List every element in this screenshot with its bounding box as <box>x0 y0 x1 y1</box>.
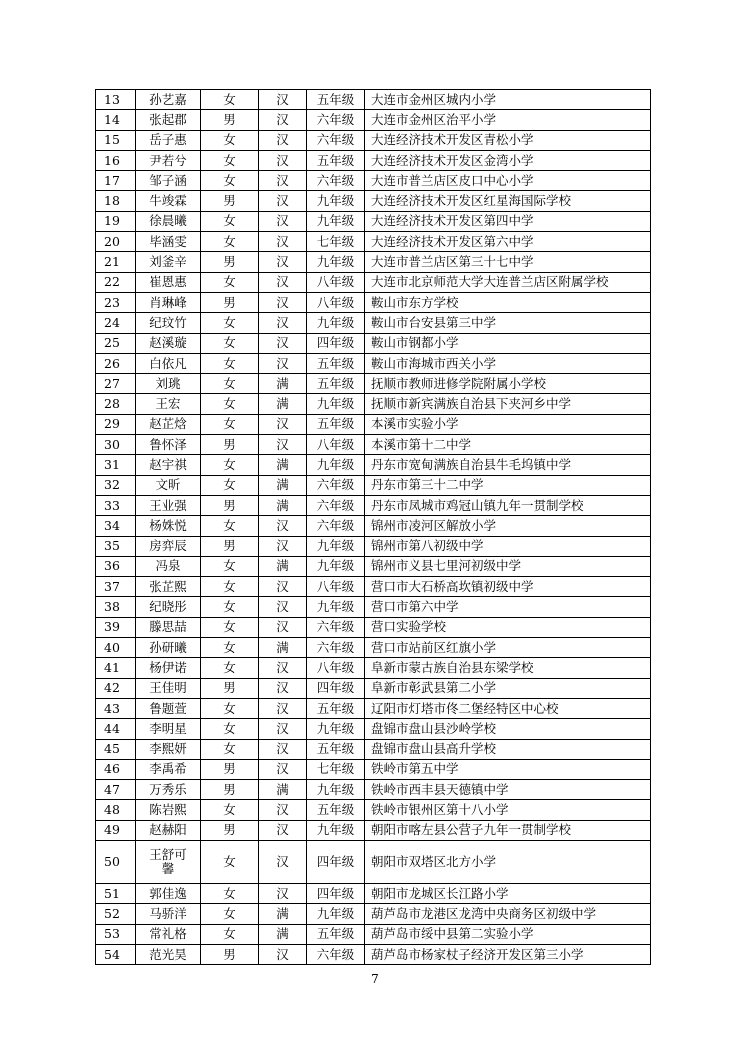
table-row <box>96 597 651 617</box>
cell-number: 53 <box>96 924 136 944</box>
cell-school: 大连经济技术开发区青松小学 <box>365 130 651 150</box>
cell-school: 鞍山市东方学校 <box>365 292 651 312</box>
cell-school: 营口市站前区红旗小学 <box>365 638 651 658</box>
cell-number: 14 <box>96 110 136 130</box>
cell-gender: 男 <box>201 292 259 312</box>
cell-grade: 五年级 <box>307 353 365 373</box>
cell-name: 李熙妍 <box>136 739 201 759</box>
cell-number: 48 <box>96 800 136 820</box>
cell-name: 赵芷焓 <box>136 414 201 434</box>
cell-grade: 六年级 <box>307 171 365 191</box>
cell-grade: 四年级 <box>307 678 365 698</box>
cell-name: 纪晓彤 <box>136 597 201 617</box>
cell-number: 16 <box>96 150 136 170</box>
table-row <box>96 414 651 434</box>
cell-school: 葫芦岛市绥中县第二实验小学 <box>365 924 651 944</box>
cell-school: 鞍山市台安县第三中学 <box>365 313 651 333</box>
cell-gender: 女 <box>201 171 259 191</box>
cell-number: 44 <box>96 719 136 739</box>
cell-school: 鞍山市海城市西关小学 <box>365 353 651 373</box>
cell-grade: 七年级 <box>307 759 365 779</box>
cell-name: 赵溪璇 <box>136 333 201 353</box>
cell-name: 毕涵雯 <box>136 232 201 252</box>
cell-grade: 九年级 <box>307 556 365 576</box>
cell-school: 盘锦市盘山县沙岭学校 <box>365 719 651 739</box>
cell-ethnicity: 汉 <box>259 211 307 231</box>
cell-ethnicity: 汉 <box>259 739 307 759</box>
cell-school: 本溪市第十二中学 <box>365 435 651 455</box>
cell-number: 19 <box>96 211 136 231</box>
cell-grade: 五年级 <box>307 90 365 110</box>
cell-gender: 女 <box>201 800 259 820</box>
cell-gender: 女 <box>201 840 259 883</box>
cell-gender: 女 <box>201 475 259 495</box>
cell-name: 李明星 <box>136 719 201 739</box>
cell-name: 陈岩熙 <box>136 800 201 820</box>
table-row <box>96 150 651 170</box>
cell-name: 邹子涵 <box>136 171 201 191</box>
cell-number: 36 <box>96 556 136 576</box>
cell-name: 徐晨曦 <box>136 211 201 231</box>
cell-school: 阜新市蒙古族自治县东梁学校 <box>365 658 651 678</box>
student-roster-table <box>95 89 651 965</box>
table-row <box>96 739 651 759</box>
table-row <box>96 475 651 495</box>
cell-number: 37 <box>96 577 136 597</box>
table-row <box>96 516 651 536</box>
cell-ethnicity: 汉 <box>259 698 307 718</box>
cell-school: 大连市北京师范大学大连普兰店区附属学校 <box>365 272 651 292</box>
cell-grade: 五年级 <box>307 800 365 820</box>
table-row <box>96 658 651 678</box>
cell-ethnicity: 汉 <box>259 90 307 110</box>
table-row <box>96 110 651 130</box>
cell-grade: 五年级 <box>307 924 365 944</box>
cell-grade: 四年级 <box>307 333 365 353</box>
cell-number: 29 <box>96 414 136 434</box>
cell-ethnicity: 汉 <box>259 272 307 292</box>
table-row <box>96 292 651 312</box>
table-row <box>96 698 651 718</box>
cell-number: 52 <box>96 904 136 924</box>
table-row <box>96 495 651 515</box>
cell-name: 张芷熙 <box>136 577 201 597</box>
cell-grade: 八年级 <box>307 577 365 597</box>
cell-ethnicity: 汉 <box>259 353 307 373</box>
cell-ethnicity: 汉 <box>259 130 307 150</box>
cell-name: 杨姝悦 <box>136 516 201 536</box>
cell-school: 锦州市义县七里河初级中学 <box>365 556 651 576</box>
cell-school: 大连市金州区治平小学 <box>365 110 651 130</box>
table-row <box>96 759 651 779</box>
cell-ethnicity: 汉 <box>259 150 307 170</box>
cell-ethnicity: 汉 <box>259 617 307 637</box>
table-row <box>96 171 651 191</box>
cell-gender: 男 <box>201 191 259 211</box>
cell-school: 葫芦岛市杨家杖子经济开发区第三小学 <box>365 944 651 964</box>
cell-number: 35 <box>96 536 136 556</box>
cell-ethnicity: 汉 <box>259 597 307 617</box>
cell-gender: 女 <box>201 719 259 739</box>
cell-gender: 女 <box>201 211 259 231</box>
cell-ethnicity: 满 <box>259 394 307 414</box>
cell-ethnicity: 满 <box>259 455 307 475</box>
cell-ethnicity: 满 <box>259 374 307 394</box>
cell-grade: 五年级 <box>307 739 365 759</box>
cell-number: 20 <box>96 232 136 252</box>
cell-school: 朝阳市龙城区长江路小学 <box>365 883 651 903</box>
cell-grade: 五年级 <box>307 698 365 718</box>
cell-name: 王舒可 馨 <box>136 840 201 883</box>
cell-number: 27 <box>96 374 136 394</box>
cell-number: 15 <box>96 130 136 150</box>
cell-ethnicity: 满 <box>259 780 307 800</box>
cell-number: 24 <box>96 313 136 333</box>
cell-ethnicity: 汉 <box>259 232 307 252</box>
cell-grade: 八年级 <box>307 658 365 678</box>
roster-body <box>96 90 651 965</box>
cell-school: 大连经济技术开发区第四中学 <box>365 211 651 231</box>
cell-gender: 女 <box>201 455 259 475</box>
cell-ethnicity: 汉 <box>259 516 307 536</box>
cell-number: 21 <box>96 252 136 272</box>
cell-ethnicity: 满 <box>259 924 307 944</box>
cell-school: 锦州市凌河区解放小学 <box>365 516 651 536</box>
cell-school: 抚顺市新宾满族自治县下夹河乡中学 <box>365 394 651 414</box>
cell-ethnicity: 满 <box>259 475 307 495</box>
cell-name: 牛竣霖 <box>136 191 201 211</box>
cell-school: 抚顺市教师进修学院附属小学校 <box>365 374 651 394</box>
cell-gender: 男 <box>201 678 259 698</box>
cell-name: 常礼格 <box>136 924 201 944</box>
cell-number: 43 <box>96 698 136 718</box>
cell-gender: 女 <box>201 374 259 394</box>
cell-ethnicity: 汉 <box>259 536 307 556</box>
cell-number: 51 <box>96 883 136 903</box>
cell-name: 李禹希 <box>136 759 201 779</box>
cell-gender: 男 <box>201 820 259 840</box>
cell-number: 32 <box>96 475 136 495</box>
cell-gender: 女 <box>201 577 259 597</box>
cell-number: 26 <box>96 353 136 373</box>
cell-ethnicity: 汉 <box>259 800 307 820</box>
cell-name: 刘釜辛 <box>136 252 201 272</box>
cell-ethnicity: 满 <box>259 556 307 576</box>
table-row <box>96 394 651 414</box>
table-row <box>96 719 651 739</box>
cell-grade: 九年级 <box>307 455 365 475</box>
cell-ethnicity: 汉 <box>259 658 307 678</box>
cell-school: 本溪市实验小学 <box>365 414 651 434</box>
cell-school: 大连经济技术开发区第六中学 <box>365 232 651 252</box>
cell-name: 滕思喆 <box>136 617 201 637</box>
cell-gender: 女 <box>201 516 259 536</box>
cell-name: 孙研曦 <box>136 638 201 658</box>
table-row <box>96 944 651 964</box>
table-row <box>96 455 651 475</box>
cell-number: 49 <box>96 820 136 840</box>
cell-gender: 女 <box>201 739 259 759</box>
cell-school: 营口市大石桥高坎镇初级中学 <box>365 577 651 597</box>
cell-grade: 九年级 <box>307 719 365 739</box>
cell-school: 辽阳市灯塔市佟二堡经特区中心校 <box>365 698 651 718</box>
cell-grade: 九年级 <box>307 536 365 556</box>
table-row <box>96 90 651 110</box>
cell-name: 王宏 <box>136 394 201 414</box>
table-row <box>96 191 651 211</box>
cell-ethnicity: 满 <box>259 638 307 658</box>
cell-school: 朝阳市双塔区北方小学 <box>365 840 651 883</box>
cell-name: 马骄洋 <box>136 904 201 924</box>
cell-name: 岳子惠 <box>136 130 201 150</box>
cell-grade: 六年级 <box>307 617 365 637</box>
table-row <box>96 313 651 333</box>
table-row <box>96 232 651 252</box>
cell-name: 万秀乐 <box>136 780 201 800</box>
cell-school: 丹东市第三十二中学 <box>365 475 651 495</box>
cell-name: 王佳明 <box>136 678 201 698</box>
table-row <box>96 904 651 924</box>
cell-school: 丹东市宽甸满族自治县牛毛坞镇中学 <box>365 455 651 475</box>
cell-ethnicity: 汉 <box>259 435 307 455</box>
cell-number: 42 <box>96 678 136 698</box>
cell-name: 赵赫阳 <box>136 820 201 840</box>
cell-school: 营口实验学校 <box>365 617 651 637</box>
cell-number: 50 <box>96 840 136 883</box>
cell-name: 赵宇祺 <box>136 455 201 475</box>
cell-number: 38 <box>96 597 136 617</box>
cell-school: 大连市普兰店区皮口中心小学 <box>365 171 651 191</box>
cell-gender: 女 <box>201 313 259 333</box>
cell-name: 范光昊 <box>136 944 201 964</box>
cell-grade: 六年级 <box>307 495 365 515</box>
cell-gender: 女 <box>201 658 259 678</box>
cell-school: 大连市金州区城内小学 <box>365 90 651 110</box>
cell-grade: 九年级 <box>307 252 365 272</box>
cell-grade: 六年级 <box>307 944 365 964</box>
cell-name: 文昕 <box>136 475 201 495</box>
cell-gender: 女 <box>201 698 259 718</box>
cell-ethnicity: 满 <box>259 904 307 924</box>
cell-name: 王业强 <box>136 495 201 515</box>
page-number: 7 <box>371 972 379 986</box>
cell-grade: 六年级 <box>307 516 365 536</box>
table-row <box>96 883 651 903</box>
table-row <box>96 272 651 292</box>
cell-number: 18 <box>96 191 136 211</box>
cell-school: 丹东市凤城市鸡冠山镇九年一贯制学校 <box>365 495 651 515</box>
cell-name: 肖琳峰 <box>136 292 201 312</box>
cell-gender: 女 <box>201 883 259 903</box>
cell-gender: 女 <box>201 272 259 292</box>
table-row <box>96 577 651 597</box>
cell-ethnicity: 汉 <box>259 820 307 840</box>
cell-gender: 男 <box>201 435 259 455</box>
cell-number: 22 <box>96 272 136 292</box>
cell-name: 白依凡 <box>136 353 201 373</box>
cell-name: 杨伊诺 <box>136 658 201 678</box>
table-row <box>96 556 651 576</box>
cell-gender: 男 <box>201 110 259 130</box>
table-row <box>96 780 651 800</box>
cell-gender: 女 <box>201 904 259 924</box>
cell-ethnicity: 汉 <box>259 719 307 739</box>
cell-gender: 女 <box>201 90 259 110</box>
cell-ethnicity: 汉 <box>259 171 307 191</box>
cell-school: 营口市第六中学 <box>365 597 651 617</box>
cell-gender: 女 <box>201 597 259 617</box>
cell-number: 54 <box>96 944 136 964</box>
table-row <box>96 800 651 820</box>
cell-grade: 五年级 <box>307 374 365 394</box>
cell-grade: 五年级 <box>307 150 365 170</box>
cell-school: 铁岭市银州区第十八小学 <box>365 800 651 820</box>
cell-gender: 女 <box>201 556 259 576</box>
cell-name: 郭佳逸 <box>136 883 201 903</box>
cell-number: 39 <box>96 617 136 637</box>
cell-grade: 九年级 <box>307 394 365 414</box>
cell-gender: 女 <box>201 130 259 150</box>
cell-ethnicity: 汉 <box>259 110 307 130</box>
table-row <box>96 678 651 698</box>
cell-grade: 九年级 <box>307 597 365 617</box>
cell-name: 房弈辰 <box>136 536 201 556</box>
cell-name: 鲁题萱 <box>136 698 201 718</box>
cell-gender: 女 <box>201 924 259 944</box>
cell-school: 大连经济技术开发区金湾小学 <box>365 150 651 170</box>
cell-grade: 九年级 <box>307 904 365 924</box>
table-row <box>96 435 651 455</box>
table-row <box>96 374 651 394</box>
cell-gender: 男 <box>201 495 259 515</box>
cell-grade: 六年级 <box>307 475 365 495</box>
cell-grade: 八年级 <box>307 292 365 312</box>
cell-gender: 女 <box>201 617 259 637</box>
cell-number: 13 <box>96 90 136 110</box>
cell-school: 朝阳市喀左县公营子九年一贯制学校 <box>365 820 651 840</box>
cell-grade: 九年级 <box>307 820 365 840</box>
cell-ethnicity: 汉 <box>259 333 307 353</box>
cell-school: 大连经济技术开发区红星海国际学校 <box>365 191 651 211</box>
cell-gender: 女 <box>201 150 259 170</box>
cell-school: 阜新市彰武县第二小学 <box>365 678 651 698</box>
cell-ethnicity: 汉 <box>259 313 307 333</box>
cell-ethnicity: 满 <box>259 495 307 515</box>
cell-grade: 九年级 <box>307 780 365 800</box>
cell-gender: 女 <box>201 232 259 252</box>
cell-school: 盘锦市盘山县高升学校 <box>365 739 651 759</box>
cell-name: 孙艺嘉 <box>136 90 201 110</box>
table-row <box>96 211 651 231</box>
table-row <box>96 130 651 150</box>
cell-number: 25 <box>96 333 136 353</box>
cell-number: 34 <box>96 516 136 536</box>
cell-gender: 男 <box>201 536 259 556</box>
cell-school: 大连市普兰店区第三十七中学 <box>365 252 651 272</box>
cell-number: 30 <box>96 435 136 455</box>
cell-number: 23 <box>96 292 136 312</box>
cell-gender: 男 <box>201 759 259 779</box>
cell-gender: 女 <box>201 333 259 353</box>
cell-gender: 女 <box>201 394 259 414</box>
cell-grade: 六年级 <box>307 110 365 130</box>
cell-number: 47 <box>96 780 136 800</box>
cell-grade: 九年级 <box>307 211 365 231</box>
cell-school: 鞍山市钢都小学 <box>365 333 651 353</box>
cell-number: 33 <box>96 495 136 515</box>
cell-gender: 女 <box>201 638 259 658</box>
cell-gender: 女 <box>201 414 259 434</box>
table-row <box>96 617 651 637</box>
cell-gender: 女 <box>201 353 259 373</box>
cell-ethnicity: 汉 <box>259 191 307 211</box>
cell-gender: 男 <box>201 780 259 800</box>
cell-school: 锦州市第八初级中学 <box>365 536 651 556</box>
table-row <box>96 820 651 840</box>
cell-name: 纪玟竹 <box>136 313 201 333</box>
cell-name: 刘珧 <box>136 374 201 394</box>
cell-ethnicity: 汉 <box>259 414 307 434</box>
cell-grade: 四年级 <box>307 883 365 903</box>
cell-grade: 八年级 <box>307 435 365 455</box>
cell-gender: 男 <box>201 944 259 964</box>
cell-ethnicity: 汉 <box>259 883 307 903</box>
table-row <box>96 353 651 373</box>
cell-name: 崔恩惠 <box>136 272 201 292</box>
cell-ethnicity: 汉 <box>259 678 307 698</box>
cell-ethnicity: 汉 <box>259 577 307 597</box>
cell-name: 尹若兮 <box>136 150 201 170</box>
table-row <box>96 252 651 272</box>
cell-number: 40 <box>96 638 136 658</box>
table-row <box>96 638 651 658</box>
cell-grade: 九年级 <box>307 191 365 211</box>
table-row <box>96 924 651 944</box>
cell-school: 葫芦岛市龙港区龙湾中央商务区初级中学 <box>365 904 651 924</box>
table-row <box>96 536 651 556</box>
cell-school: 铁岭市第五中学 <box>365 759 651 779</box>
cell-grade: 六年级 <box>307 638 365 658</box>
cell-grade: 九年级 <box>307 313 365 333</box>
cell-number: 46 <box>96 759 136 779</box>
cell-grade: 七年级 <box>307 232 365 252</box>
cell-number: 28 <box>96 394 136 414</box>
cell-name: 张起郡 <box>136 110 201 130</box>
cell-number: 41 <box>96 658 136 678</box>
cell-grade: 六年级 <box>307 130 365 150</box>
cell-number: 31 <box>96 455 136 475</box>
cell-ethnicity: 汉 <box>259 252 307 272</box>
cell-grade: 八年级 <box>307 272 365 292</box>
cell-school: 铁岭市西丰县天德镇中学 <box>365 780 651 800</box>
cell-number: 45 <box>96 739 136 759</box>
cell-ethnicity: 汉 <box>259 759 307 779</box>
cell-grade: 四年级 <box>307 840 365 883</box>
cell-ethnicity: 汉 <box>259 944 307 964</box>
table-row <box>96 333 651 353</box>
table-row <box>96 840 651 883</box>
cell-ethnicity: 汉 <box>259 292 307 312</box>
cell-ethnicity: 汉 <box>259 840 307 883</box>
cell-name: 鲁怀泽 <box>136 435 201 455</box>
cell-number: 17 <box>96 171 136 191</box>
cell-name: 冯泉 <box>136 556 201 576</box>
cell-gender: 男 <box>201 252 259 272</box>
cell-grade: 五年级 <box>307 414 365 434</box>
